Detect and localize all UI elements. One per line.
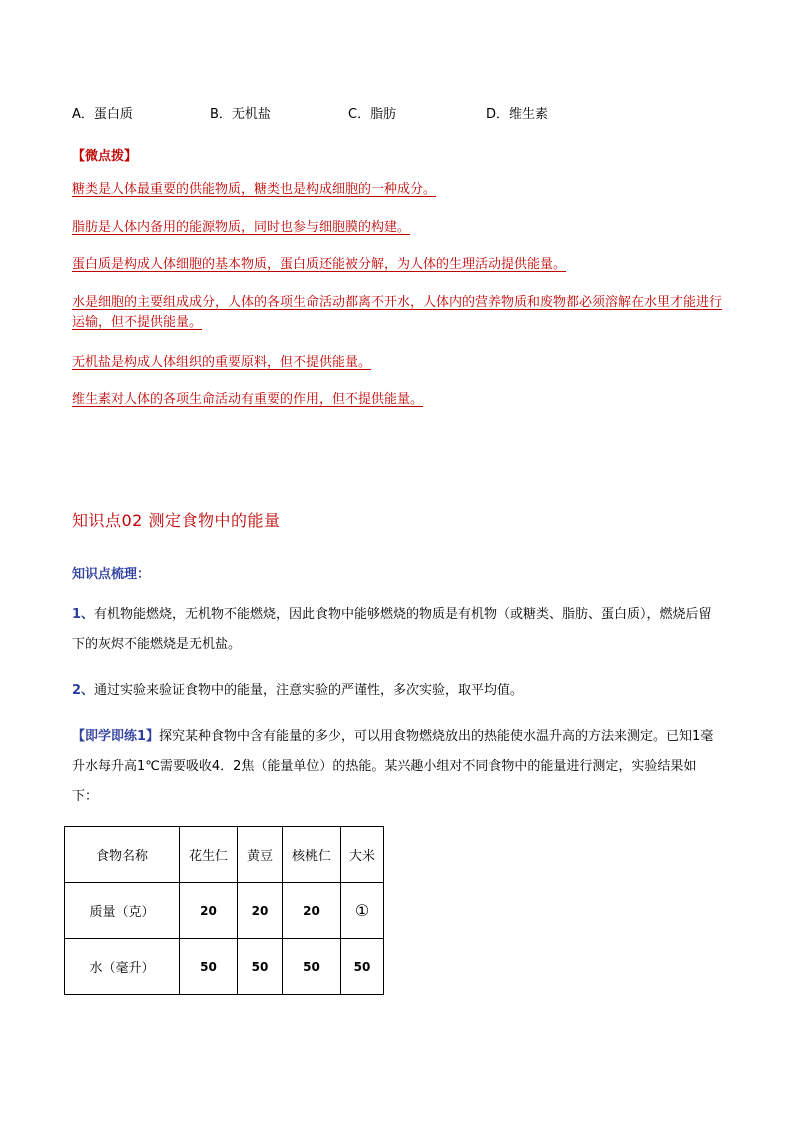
knowledge-point-2	[72, 676, 722, 706]
table-cell: 水（毫升）	[65, 939, 180, 995]
option-letter: D．	[486, 107, 510, 122]
table-cell: 50	[180, 939, 238, 995]
table-cell: 20	[238, 883, 283, 939]
option-letter: B．	[210, 107, 232, 122]
option-letter: A．	[72, 107, 94, 122]
option-a	[72, 103, 133, 122]
point-text: 有机物能燃烧，无机物不能燃烧，因此食物中能够燃烧的物质是有机物（或糖类、脂肪、蛋白质），燃烧后留下的灰烬不能燃烧是无机盐。	[72, 607, 712, 652]
table-cell: 食物名称	[65, 827, 180, 883]
option-text: 脂肪	[370, 107, 397, 122]
option-d	[486, 103, 548, 122]
answer-options	[72, 103, 712, 123]
table-cell: 质量（克）	[65, 883, 180, 939]
option-text: 无机盐	[231, 107, 271, 122]
table-cell: 大米	[341, 827, 384, 883]
practice-question	[72, 722, 722, 812]
practice-text: 探究某种食物中含有能量的多少，可以用食物燃烧放出的热能使水温升高的方法来测定。已知1毫升水每升高1℃需要吸收4．2焦（能量单位）的热能。某兴趣小组对不同食物中的能量进行测定，实验结果如下：	[72, 729, 714, 804]
option-text: 蛋白质	[93, 107, 133, 122]
point-number: 2、	[72, 683, 95, 698]
option-letter: C．	[348, 107, 371, 122]
tip-line-sugar: 糖类是人体最重要的供能物质，糖类也是构成细胞的一种成分。	[72, 182, 437, 197]
table-cell: 花生仁	[180, 827, 238, 883]
option-b	[210, 103, 271, 122]
results-table	[64, 826, 384, 995]
tip-line-vitamins: 维生素对人体的各项生命活动有重要的作用，但不提供能量。	[72, 392, 424, 407]
option-c	[348, 103, 396, 122]
table-cell: 50	[341, 939, 384, 995]
table-cell: 50	[283, 939, 341, 995]
tip-line-fat: 脂肪是人体内备用的能源物质，同时也参与细胞膜的构建。	[72, 220, 411, 235]
tip-line-protein: 蛋白质是构成人体细胞的基本物质，蛋白质还能被分解，为人体的生理活动提供能量。	[72, 257, 567, 272]
option-text: 维生素	[509, 107, 549, 122]
section-subheading: 知识点梳理：	[72, 567, 151, 582]
table-cell: 黄豆	[238, 827, 283, 883]
table-cell: 20	[283, 883, 341, 939]
section-title: 知识点02 测定食物中的能量	[72, 511, 281, 530]
table-cell: 50	[238, 939, 283, 995]
tip-line-water: 水是细胞的主要组成成分，人体的各项生命活动都离不开水，人体内的营养物质和废物都必须溶解在水里才能进行运输，但不提供能量。	[72, 295, 723, 330]
table-cell: ①	[341, 883, 384, 939]
point-number: 1、	[72, 607, 95, 622]
table-cell: 20	[180, 883, 238, 939]
tips-heading: 【微点拨】	[72, 149, 138, 164]
table-row	[65, 939, 384, 995]
tip-line-minerals: 无机盐是构成人体组织的重要原料，但不提供能量。	[72, 355, 372, 370]
knowledge-point-1	[72, 600, 722, 660]
table-cell: 核桃仁	[283, 827, 341, 883]
table-header-row	[65, 827, 384, 883]
practice-tag: 【即学即练1】	[72, 729, 160, 744]
point-text: 通过实验来验证食物中的能量，注意实验的严谨性，多次实验，取平均值。	[94, 683, 524, 698]
table-row	[65, 883, 384, 939]
